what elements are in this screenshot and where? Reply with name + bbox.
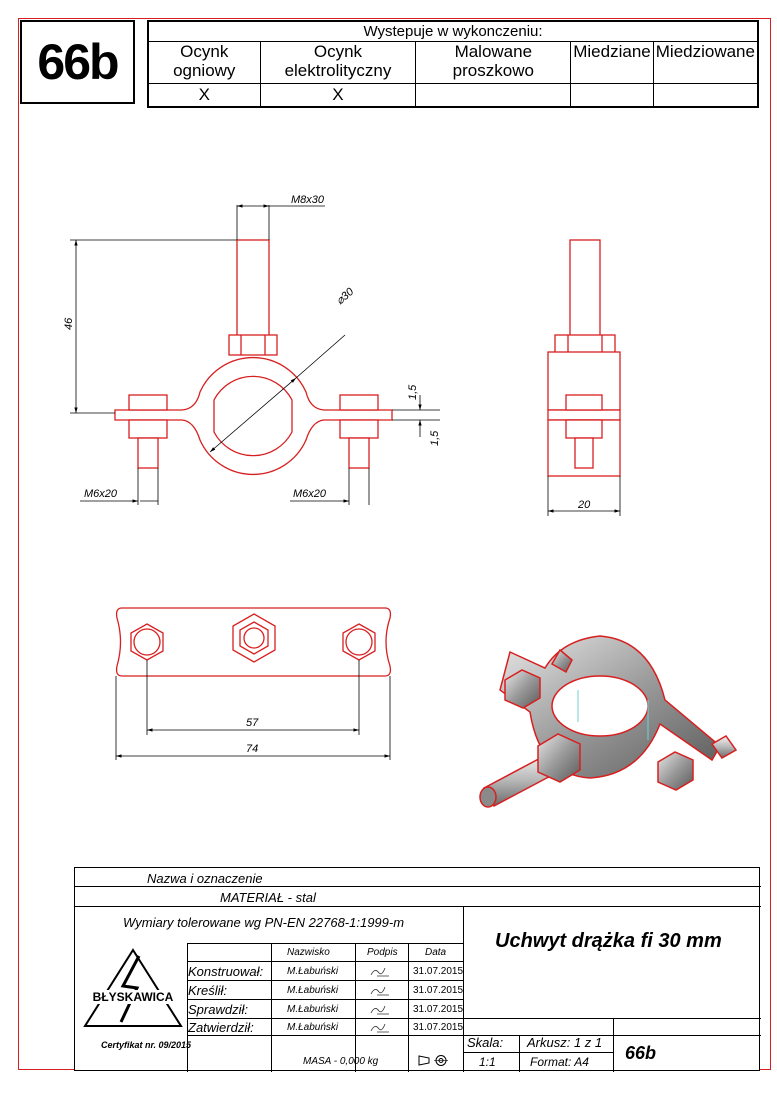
- header-surname: Nazwisko: [287, 947, 330, 958]
- left-lower-nut: [129, 420, 167, 438]
- right-bolt: [349, 438, 369, 468]
- header-signature: Podpis: [367, 947, 398, 958]
- dim-plate-upper: 1,5: [407, 384, 419, 400]
- finish-col-ocynk-ogniowy: Ocynk ogniowy: [148, 42, 260, 84]
- top-view: [117, 608, 391, 676]
- role-label: Zatwierdził:: [188, 1020, 254, 1035]
- drawing-title: Uchwyt drążka fi 30 mm: [495, 930, 722, 952]
- header-date: Data: [425, 947, 447, 958]
- front-view: [115, 240, 392, 474]
- role-label: Sprawdził:: [188, 1002, 248, 1017]
- finish-mark: X: [148, 84, 260, 108]
- date: 31.07.2015: [413, 1004, 464, 1015]
- dim-bolt-left: M6x20: [84, 488, 118, 500]
- side-view: [548, 240, 620, 476]
- finish-col-miedziane: Miedziane: [571, 42, 654, 84]
- logo-text: BŁYSKAWICA: [92, 990, 174, 1004]
- scale-label: Skala:: [467, 1035, 504, 1050]
- paper-format: Format: A4: [530, 1055, 589, 1069]
- dim-height: 46: [63, 317, 75, 330]
- signature-icon: [369, 1020, 391, 1034]
- dim-hole-spacing: 57: [246, 717, 259, 729]
- title-block-code: 66b: [625, 1043, 657, 1063]
- signature-icon: [369, 1002, 391, 1016]
- role-label: Konstruował:: [188, 964, 264, 979]
- right-upper-nut: [340, 395, 378, 410]
- dim-plate-lower: 1,5: [429, 430, 441, 446]
- date: 31.07.2015: [413, 1022, 464, 1033]
- left-bolt: [138, 438, 158, 468]
- left-upper-nut: [129, 395, 167, 410]
- surname: M.Łabuński: [287, 1022, 339, 1033]
- date: 31.07.2015: [413, 966, 464, 977]
- surname: M.Łabuński: [287, 966, 339, 977]
- mass: MASA - 0,000 kg: [303, 1056, 379, 1067]
- drawing-code-box: 66b: [20, 20, 135, 104]
- dim-bolt-right: M6x20: [293, 488, 327, 500]
- date: 31.07.2015: [413, 985, 464, 996]
- name-label: Nazwa i oznaczenie: [147, 871, 263, 886]
- top-nut: [229, 335, 277, 355]
- surname: M.Łabuński: [287, 985, 339, 996]
- isometric-view: [480, 636, 736, 807]
- surname: M.Łabuński: [287, 1004, 339, 1015]
- dim-diameter: ⌀30: [334, 285, 357, 308]
- signature-icon: [369, 964, 391, 978]
- company-logo: [83, 948, 183, 1036]
- sheet-number: Arkusz: 1 z 1: [527, 1035, 603, 1050]
- certificate: Certyfikat nr. 09/2015: [101, 1040, 192, 1050]
- dim-total-length: 74: [246, 743, 259, 755]
- scale-value: 1:1: [479, 1055, 496, 1069]
- finish-mark: X: [260, 84, 416, 108]
- dim-side-width: 20: [578, 499, 591, 511]
- signature-icon: [369, 983, 391, 997]
- title-block: [74, 867, 760, 1071]
- material: MATERIAŁ - stal: [220, 890, 316, 905]
- threaded-rod: [237, 240, 269, 336]
- dim-thread-top: M8x30: [291, 194, 325, 206]
- finish-col-miedziowane: Miedziowane: [653, 42, 758, 84]
- finish-col-malowane-proszkowo: Malowane proszkowo: [416, 42, 571, 84]
- role-label: Kreślił:: [188, 983, 228, 998]
- right-lower-nut: [340, 420, 378, 438]
- projection-symbol-icon: [417, 1053, 451, 1067]
- finish-table-header: Wystepuje w wykonczeniu:: [148, 21, 758, 42]
- tolerance-note: Wymiary tolerowane wg PN-EN 22768-1:1999-m: [123, 915, 405, 930]
- finish-col-ocynk-elektrolityczny: Ocynk elektrolityczny: [260, 42, 416, 84]
